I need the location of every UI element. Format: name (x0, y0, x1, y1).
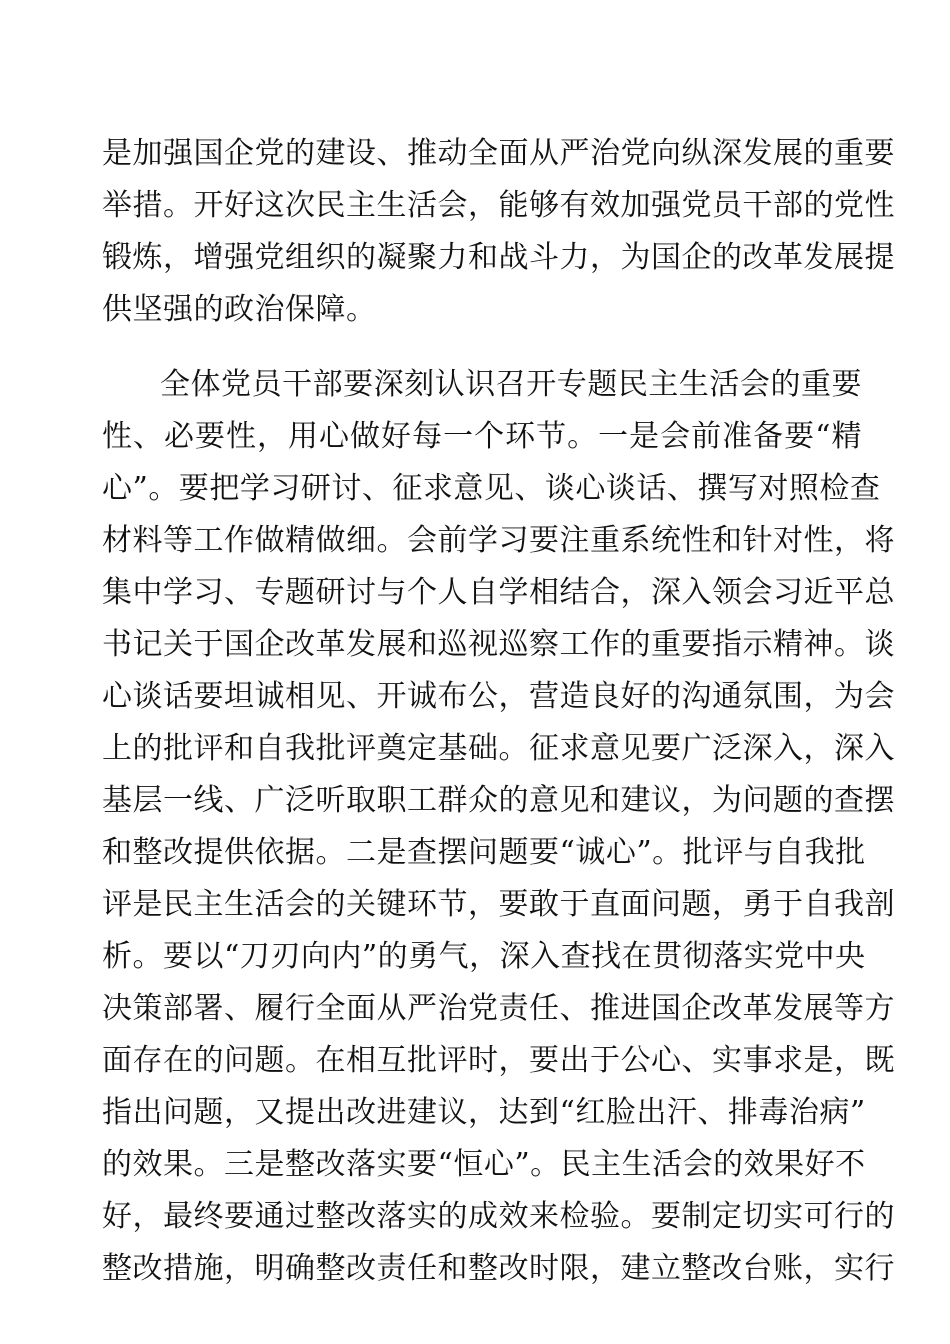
paragraph-2-line-9: 基层一线、广泛听取职工群众的意见和建议，为问题的查摆 (102, 783, 895, 818)
paragraph-2-line-5: 集中学习、专题研讨与个人自学相结合，深入领会习近平总 (102, 575, 895, 610)
paragraph-2-line-16: 的效果。三是整改落实要“恒心”。民主生活会的效果好不 (102, 1147, 866, 1182)
paragraph-2-line-13: 决策部署、履行全面从严治党责任、推进国企改革发展等方 (102, 991, 895, 1026)
document-body (102, 128, 895, 1295)
paragraph-2-line-10: 和整改提供依据。二是查摆问题要“诚心”。批评与自我批 (102, 835, 866, 870)
paragraph-2-line-6: 书记关于国企改革发展和巡视巡察工作的重要指示精神。谈 (102, 627, 895, 662)
paragraph-1-line-2: 举措。开好这次民主生活会，能够有效加强党员干部的党性 (102, 188, 895, 223)
paragraph-2-line-14: 面存在的问题。在相互批评时，要出于公心、实事求是，既 (102, 1043, 895, 1078)
paragraph-2-line-18: 整改措施，明确整改责任和整改时限，建立整改台账，实行 (102, 1251, 895, 1286)
paragraph-spacer (102, 336, 862, 359)
paragraph-2-line-15: 指出问题，又提出改进建议，达到“红脸出汗、排毒治病” (102, 1095, 866, 1130)
paragraph-2-line-4: 材料等工作做精做细。会前学习要注重系统性和针对性，将 (102, 523, 895, 558)
paragraph-2-line-1: 全体党员干部要深刻认识召开专题民主生活会的重要 (160, 367, 862, 402)
paragraph-2-line-2: 性、必要性，用心做好每一个环节。一是会前准备要“精 (102, 419, 862, 454)
paragraph-1-line-4: 供坚强的政治保障。 (102, 292, 377, 327)
paragraph-2-line-17: 好，最终要通过整改落实的成效来检验。要制定切实可行的 (102, 1199, 895, 1234)
paragraph-2-line-8: 上的批评和自我批评奠定基础。征求意见要广泛深入，深入 (102, 731, 895, 766)
paragraph-1 (102, 128, 895, 336)
paragraph-2-line-7: 心谈话要坦诚相见、开诚布公，营造良好的沟通氛围，为会 (102, 679, 895, 714)
paragraph-2 (102, 359, 895, 1295)
paragraph-2-line-12: 析。要以“刀刃向内”的勇气，深入查找在贯彻落实党中央 (102, 939, 866, 974)
paragraph-2-line-3: 心”。要把学习研讨、征求意见、谈心谈话、撰写对照检查 (102, 471, 881, 506)
paragraph-2-line-11: 评是民主生活会的关键环节，要敢于直面问题，勇于自我剖 (102, 887, 895, 922)
paragraph-1-line-1: 是加强国企党的建设、推动全面从严治党向纵深发展的重要 (102, 136, 895, 171)
paragraph-1-line-3: 锻炼，增强党组织的凝聚力和战斗力，为国企的改革发展提 (102, 240, 895, 275)
